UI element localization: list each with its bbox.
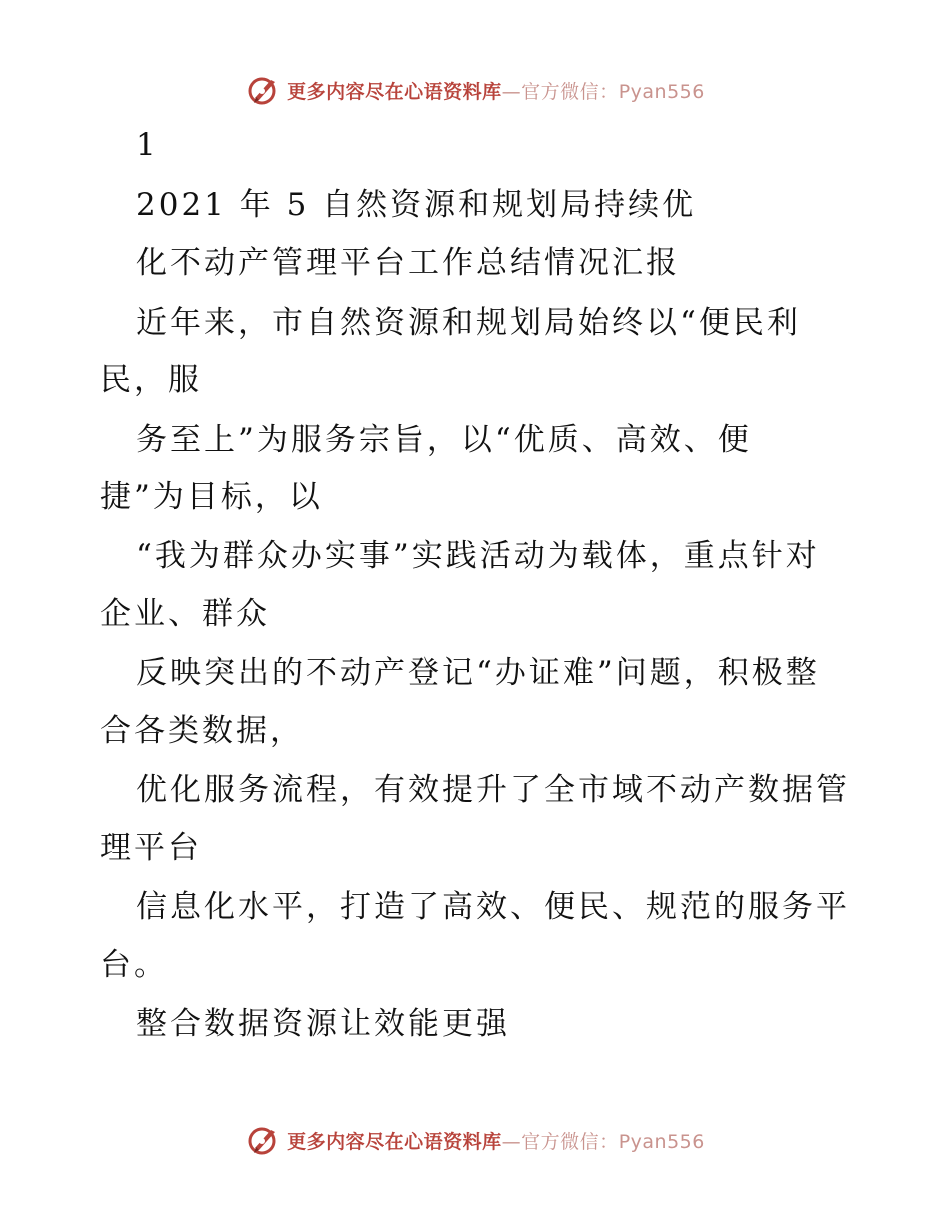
header-watermark [0, 72, 950, 108]
paragraph-line: 捷”为目标，以 [100, 479, 323, 515]
paragraph-line: 近年来，市自然资源和规划局始终以“便民利 [136, 305, 801, 341]
paragraph-line: 务至上”为服务宗旨，以“优质、高效、便 [136, 422, 752, 458]
paragraph-line: 优化服务流程，有效提升了全市域不动产数据管 [136, 772, 850, 808]
paragraph-line: “我为群众办实事”实践活动为载体，重点针对 [136, 538, 820, 574]
watermark-text [287, 77, 705, 104]
paragraph-line: 企业、群众 [100, 596, 270, 632]
paragraph-line: 理平台 [100, 830, 202, 866]
watermark-separator: — [501, 1130, 522, 1153]
paragraph-line: 民，服 [100, 362, 202, 398]
quill-logo-icon [245, 1122, 281, 1158]
watermark-official-text: 官方微信： [521, 80, 619, 103]
watermark-text [287, 1127, 705, 1154]
title-line-2: 化不动产管理平台工作总结情况汇报 [136, 245, 680, 281]
watermark-separator: — [501, 80, 522, 103]
footer-watermark [0, 1122, 950, 1158]
page-number: 1 [136, 127, 159, 163]
watermark-wechat-id: Pyan556 [618, 80, 705, 103]
title-line-1: 2021 年 5 自然资源和规划局持续优 [136, 187, 697, 223]
watermark-site-text: 更多内容尽在心语资料库 [287, 80, 502, 103]
watermark-official-text: 官方微信： [521, 1130, 619, 1153]
paragraph-line: 反映突出的不动产登记“办证难”问题，积极整 [136, 655, 820, 691]
watermark-wechat-id: Pyan556 [618, 1130, 705, 1153]
watermark-site-text: 更多内容尽在心语资料库 [287, 1130, 502, 1153]
paragraph-line: 信息化水平，打造了高效、便民、规范的服务平 [136, 889, 850, 925]
paragraph-line: 合各类数据， [100, 713, 304, 749]
paragraph-line: 台。 [100, 947, 168, 983]
section-heading: 整合数据资源让效能更强 [136, 1006, 510, 1042]
quill-logo-icon [245, 72, 281, 108]
